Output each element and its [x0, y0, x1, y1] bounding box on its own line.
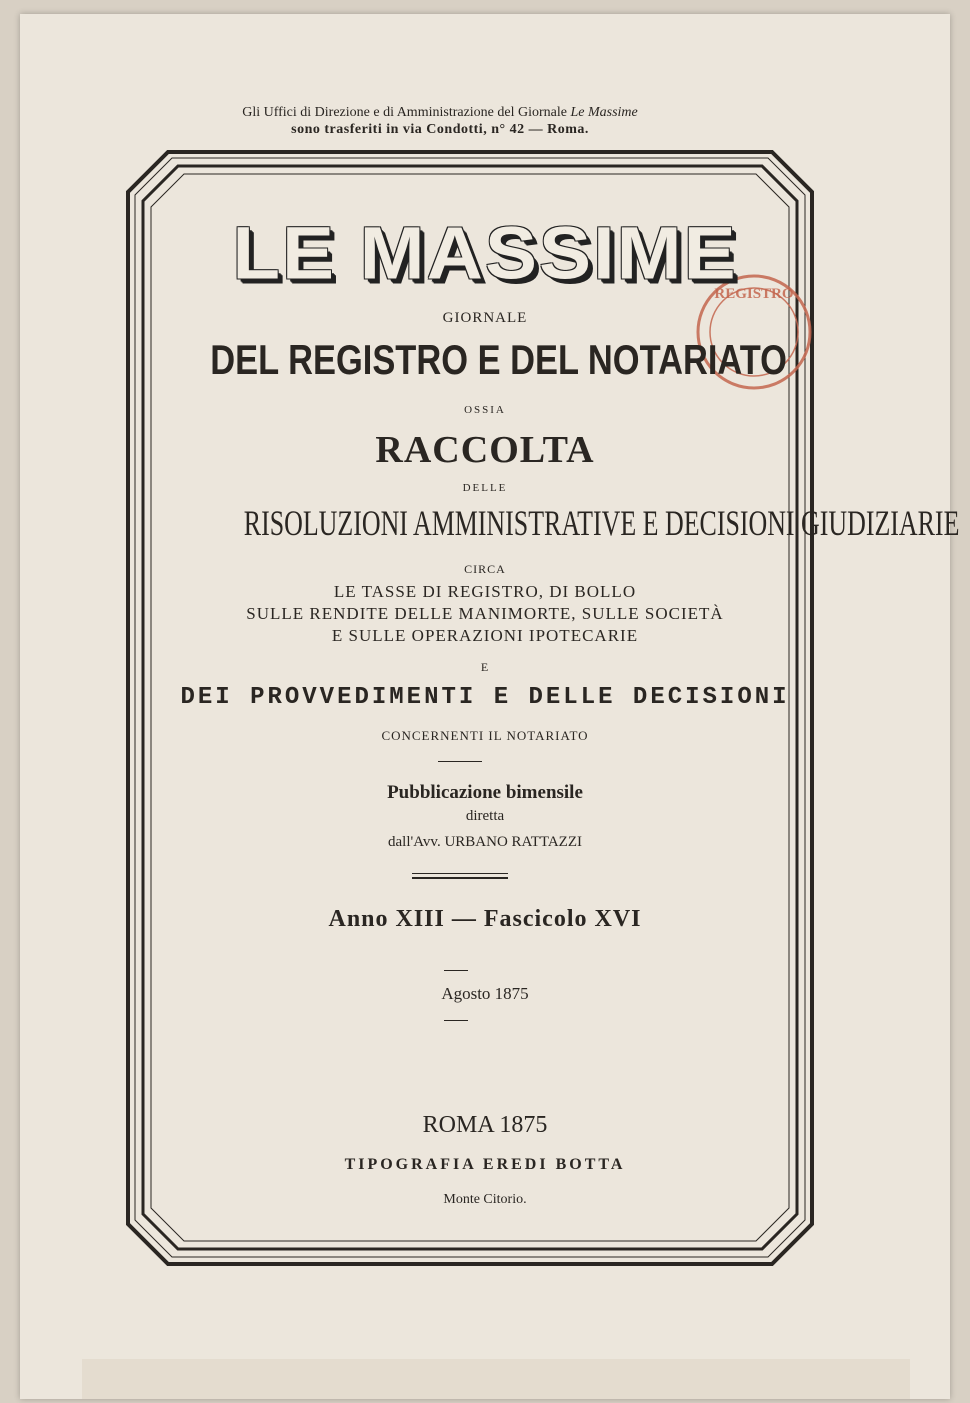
giornale-label: GIORNALE: [442, 310, 528, 326]
risoluzioni-heading: RISOLUZIONI AMMINISTRATIVE E DECISIONI GIUDIZIARIE: [243, 503, 960, 543]
divider-1: [438, 761, 482, 762]
diretta-label: diretta: [465, 808, 505, 824]
publication-frequency: Pubblicazione bimensile: [387, 782, 583, 803]
tasse-line-3: E SULLE OPERAZIONI IPOTECARIE: [331, 626, 639, 645]
journal-title: LE MASSIME: [232, 211, 738, 295]
divider-4: [444, 1020, 468, 1021]
concernenti-line: CONCERNENTI IL NOTARIATO: [381, 728, 589, 743]
subtitle: DEL REGISTRO E DEL NOTARIATO: [210, 336, 787, 383]
raccolta-heading: RACCOLTA: [375, 429, 595, 471]
place-year: ROMA 1875: [422, 1112, 548, 1138]
printer-location: Monte Citorio.: [443, 1192, 527, 1207]
stamp-text: REGISTRO: [714, 286, 794, 302]
e-label: E: [480, 660, 490, 674]
tasse-line-2: SULLE RENDITE DELLE MANIMORTE, SULLE SOCIETÀ: [246, 604, 724, 623]
provvedimenti-heading: DEI PROVVEDIMENTI E DELLE DECISIONI: [180, 684, 790, 711]
notice-line-2: sono trasferiti in via Condotti, n° 42 — Roma.: [291, 122, 589, 137]
circa-label: CIRCA: [464, 562, 506, 576]
editor-line: dall'Avv. URBANO RATTAZZI: [388, 834, 582, 850]
delle-label: DELLE: [462, 482, 508, 494]
tasse-line-1: LE TASSE DI REGISTRO, DI BOLLO: [333, 582, 637, 601]
divider-2b: [412, 877, 508, 879]
divider-2a: [412, 873, 508, 874]
notice-line-1: Gli Uffici di Direzione e di Amministrazione del Giornale Le Massime: [242, 105, 638, 120]
issue-number: Anno XIII — Fascicolo XVI: [328, 906, 642, 932]
ossia-label: OSSIA: [464, 404, 506, 416]
divider-3: [444, 970, 468, 971]
issue-date: Agosto 1875: [441, 984, 529, 1003]
printer: TIPOGRAFIA EREDI BOTTA: [344, 1156, 626, 1173]
